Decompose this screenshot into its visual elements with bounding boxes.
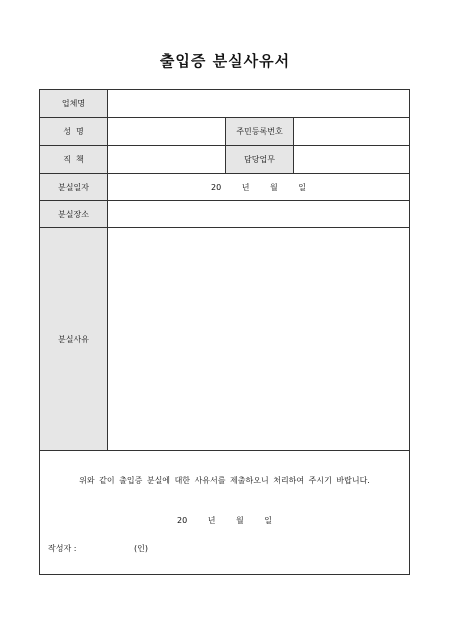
lost-date-label: 분실일자	[40, 174, 108, 200]
row-name	[40, 118, 409, 146]
row-lost-place	[40, 201, 409, 228]
seal-mark: (인)	[134, 544, 148, 553]
lost-date-field[interactable]: 20 년 월 일	[108, 174, 409, 200]
lost-place-field[interactable]	[108, 201, 409, 227]
lost-place-label: 분실장소	[40, 201, 108, 227]
footer-section	[40, 451, 409, 575]
lost-reason-field[interactable]	[108, 228, 409, 450]
name-label: 성 명	[40, 118, 108, 145]
duty-label: 담당업무	[225, 146, 294, 173]
form-table	[39, 89, 410, 575]
row-lost-reason	[40, 228, 409, 451]
company-field[interactable]	[108, 90, 409, 117]
footer-date: 20 년 월 일	[177, 516, 272, 525]
resident-no-label: 주민등록번호	[225, 118, 294, 145]
name-field[interactable]	[108, 118, 225, 145]
footer-statement: 위와 같이 출입증 분실에 대한 사유서를 제출하오니 처리하여 주시기 바랍니다.	[79, 476, 370, 485]
row-company	[40, 90, 409, 118]
resident-no-field[interactable]	[294, 118, 409, 145]
writer-label: 작성자 :	[48, 544, 77, 553]
lost-reason-label: 분실사유	[40, 228, 108, 450]
position-field[interactable]	[108, 146, 225, 173]
row-lost-date	[40, 174, 409, 201]
duty-field[interactable]	[294, 146, 409, 173]
position-label: 직 책	[40, 146, 108, 173]
row-position	[40, 146, 409, 174]
page-title: 출입증 분실사유서	[159, 52, 291, 70]
company-label: 업체명	[40, 90, 108, 117]
